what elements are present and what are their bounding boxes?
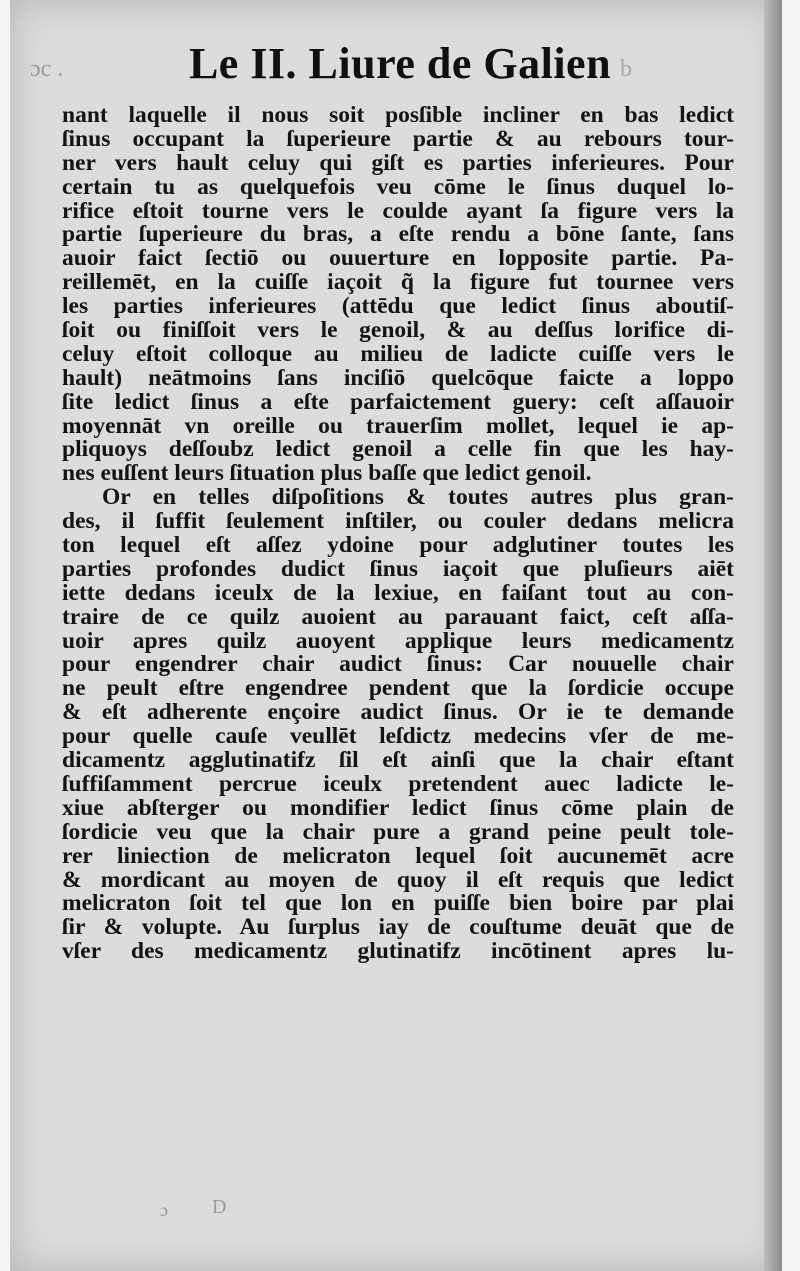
text-line: des, il ſuffit ſeulement inſtiler, ou couler dedans melicra bbox=[62, 510, 734, 535]
text-line: ner vers hault celuy qui giſt es parties inferieures. Pour bbox=[62, 151, 734, 176]
text-line: melicraton ſoit tel que lon en puiſſe bien boire par plai bbox=[62, 892, 734, 917]
text-line: ſite ledict ſinus a eſte parfaictement guery: ceſt aſſauoir bbox=[62, 390, 734, 415]
text-line: pour quelle cauſe veullēt leſdictz medecins vſer de me- bbox=[62, 725, 734, 750]
text-line: ton lequel eſt aſſez ydoine pour adglutiner toutes les bbox=[62, 534, 734, 558]
text-line: moyennāt vn oreille ou trauerſim mollet, lequel ie ap- bbox=[62, 414, 734, 439]
text-line: ne peult eſtre engendree pendent que la ſordicie occupe bbox=[62, 677, 734, 702]
text-line: vſer des medicamentz glutinatifz incōtinent apres lu- bbox=[62, 940, 734, 965]
text-line: certain tu as quelquefois veu cōme le ſinus duquel lo- bbox=[62, 175, 734, 200]
paragraph-first-line: Or en telles diſpoſitions & toutes autres plus gran- bbox=[102, 486, 734, 511]
text-line: pliquoys deſſoubz ledict genoil a celle fin que les hay- bbox=[62, 438, 734, 463]
text-line: auoir faict ſectiō ou ouuerture en lopposite partie. Pa- bbox=[62, 247, 734, 272]
text-line: hault) neātmoins ſans inciſiō quelcōque faicte a loppo bbox=[62, 366, 734, 391]
bleed-through-text-left: ɔc . bbox=[30, 56, 64, 82]
text-line: iette dedans iceulx de la lexiue, en faiſant tout au con- bbox=[62, 581, 734, 606]
running-head: Le II. Liure de Galien bbox=[188, 39, 612, 88]
text-line: reillemēt, en la cuiſſe iaçoit q̃ la figure fut tournee vers bbox=[62, 271, 734, 296]
text-line: nant laquelle il nous soit posſible incliner en bas ledict bbox=[62, 104, 734, 128]
text-line: rifice eſtoit tourne vers le coulde ayant ſa figure vers la bbox=[62, 199, 734, 224]
body-text bbox=[62, 104, 734, 964]
text-line: rer liniection de melicraton lequel ſoit aucunemēt acre bbox=[62, 844, 734, 869]
text-line: celuy eſtoit colloque au milieu de ladicte cuiſſe vers le bbox=[62, 342, 734, 367]
text-line: ſordicie veu que la chair pure a grand peine peult tole- bbox=[62, 820, 734, 845]
text-line: ſuffiſamment percrue iceulx pretendent auec ladicte le- bbox=[62, 772, 734, 797]
bleed-through-mark: D bbox=[212, 1196, 227, 1218]
text-line: parties profondes dudict ſinus iaçoit que pluſieurs aiēt bbox=[62, 557, 734, 582]
text-line: uoir apres quilz auoyent applique leurs medicamentz bbox=[62, 629, 734, 654]
text-line: & eſt adherente ençoire audict ſinus. Or ie te demande bbox=[62, 701, 734, 726]
text-line: xiue abſterger ou mondifier ledict ſinus cōme plain de bbox=[62, 796, 734, 821]
paragraph-last-line: nes euſſent leurs ſituation plus baſſe que ledict genoil. bbox=[62, 462, 592, 487]
text-line: ſinus occupant la ſuperieure partie & au rebours tour- bbox=[62, 127, 734, 152]
page-edge-shadow bbox=[764, 0, 782, 1271]
text-line: ſir & volupte. Au ſurplus iay de couſtume deuāt que de bbox=[62, 916, 734, 941]
bleed-through-mark: ɔ bbox=[160, 1200, 168, 1220]
text-line: traire de ce quilz auoient au parauant faict, ceſt aſſa- bbox=[62, 605, 734, 630]
bleed-through-text-right: b bbox=[620, 56, 632, 82]
text-line: dicamentz agglutinatifz ſil eſt ainſi que la chair eſtant bbox=[62, 749, 734, 773]
text-line: ſoit ou finiſſoit vers le genoil, & au deſſus lorifice di- bbox=[62, 319, 734, 343]
text-line: pour engendrer chair audict ſinus: Car nouuelle chair bbox=[62, 653, 734, 678]
text-line: les parties inferieures (attēdu que ledict ſinus aboutiſ- bbox=[62, 295, 734, 320]
text-line: partie ſuperieure du bras, a eſte rendu a bōne ſante, ſans bbox=[62, 223, 734, 248]
text-line: & mordicant au moyen de quoy il eſt requis que ledict bbox=[62, 868, 734, 893]
